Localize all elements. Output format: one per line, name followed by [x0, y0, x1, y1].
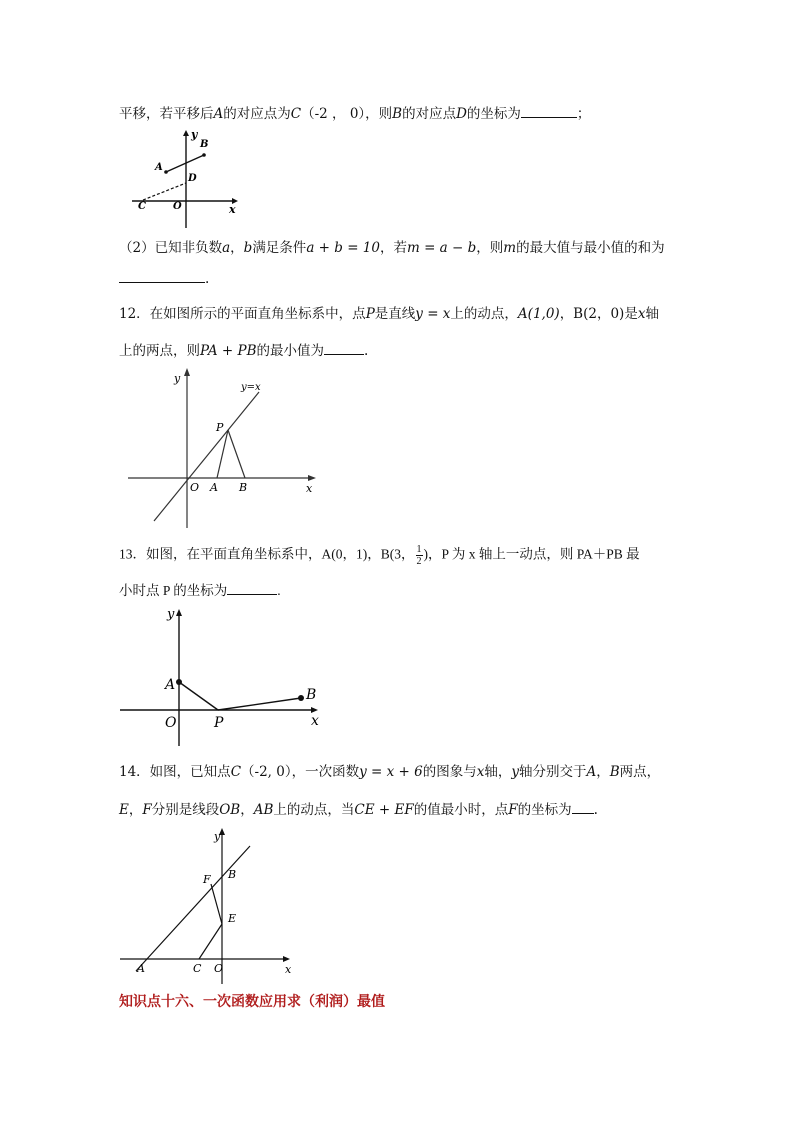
- label-p: P: [214, 715, 224, 731]
- text-segment: 平移，若平移后: [119, 106, 214, 122]
- answer-blank[interactable]: [572, 799, 594, 814]
- y-axis-arrow: [183, 130, 189, 136]
- label-c: C: [138, 201, 146, 212]
- text-segment: 轴，: [484, 764, 512, 780]
- text-segment: 轴分别交于: [519, 764, 587, 780]
- var-b: b: [243, 240, 253, 256]
- text-segment: 两点，: [619, 764, 661, 780]
- expression-ce-ef: CE + EF: [354, 802, 414, 818]
- function-expression: y = x + 6: [359, 764, 423, 780]
- coordinate-text: （-2 ， 0）: [301, 106, 366, 122]
- label-a: A: [210, 481, 218, 494]
- text-segment: 的坐标为: [517, 802, 572, 818]
- text-segment: .: [205, 271, 210, 287]
- question-13-line1: [119, 544, 640, 567]
- question-13-line2: [119, 580, 281, 601]
- text-segment: 的最小值为: [256, 343, 324, 359]
- point-a: [176, 679, 182, 685]
- coordinate-text: （-2, 0），一次函数: [241, 764, 360, 780]
- point-a: [164, 170, 168, 174]
- label-o: O: [214, 962, 224, 975]
- x-axis-label: x: [311, 713, 319, 729]
- segment-ef: [211, 884, 222, 924]
- text-segment: 的图象与: [422, 764, 477, 780]
- problem-11-part2-text: [119, 238, 665, 258]
- line-y-equals-x-plus-6: [136, 846, 250, 971]
- text-segment: ；: [576, 106, 591, 122]
- text-segment: .: [277, 583, 281, 598]
- text-segment: 13．如图，在平面直角坐标系中，A(0，1)，B(3，: [119, 546, 415, 562]
- text-segment: 上的动点，: [450, 306, 518, 322]
- segment-ab-label: AB: [253, 802, 274, 818]
- text-segment: ，: [240, 802, 254, 818]
- text-segment: 分别是线段: [151, 802, 220, 818]
- text-segment: ，: [128, 802, 143, 818]
- text-segment: 轴: [645, 306, 659, 322]
- problem-11-part2-answer-line: [119, 268, 209, 289]
- label-o: O: [165, 715, 177, 731]
- label-o: O: [190, 481, 200, 494]
- equation-m: m = a − b: [406, 240, 477, 256]
- var-a: a: [222, 240, 231, 256]
- x-axis-label: x: [306, 482, 313, 495]
- y-symbol: y: [511, 764, 519, 780]
- label-b: B: [200, 139, 209, 150]
- x-axis-label: x: [229, 203, 236, 216]
- point-b-label: B: [392, 106, 403, 122]
- fraction-one-half: [416, 544, 423, 567]
- segment-pb: [218, 698, 301, 710]
- text-segment: ，则: [476, 240, 504, 256]
- line-equation: y = x: [415, 306, 451, 322]
- y-axis-label: y: [191, 128, 198, 141]
- point-f-label: F: [508, 802, 518, 818]
- point-b: [298, 695, 304, 701]
- var-m: m: [503, 240, 517, 256]
- point-a-label: A: [586, 764, 597, 780]
- question-14-line1: [119, 762, 660, 782]
- x-axis-label: x: [285, 963, 292, 976]
- text-segment: 的坐标为: [466, 106, 521, 122]
- text-segment: 的最大值与最小值的和为: [516, 240, 665, 256]
- segment-ob-label: OB: [219, 802, 241, 818]
- answer-blank[interactable]: [119, 268, 205, 283]
- text-segment: 满足条件: [252, 240, 307, 256]
- text-segment: 的对应点为: [223, 106, 291, 122]
- point-d-label: D: [456, 106, 467, 122]
- label-a: A: [155, 162, 163, 173]
- text-segment: 是直线: [374, 306, 416, 322]
- text-segment: .: [364, 343, 369, 359]
- segment-cd-dashed: [143, 183, 186, 200]
- text-segment: ，则: [365, 106, 393, 122]
- point-b: [202, 153, 206, 157]
- point-p-label: P: [365, 306, 375, 322]
- x-axis-arrow: [283, 956, 290, 962]
- equation-a-plus-b: a + b = 10: [306, 240, 380, 256]
- x-symbol: x: [476, 764, 485, 780]
- question-14-line2: [119, 799, 598, 820]
- figure-q13: [118, 606, 328, 746]
- fraction-denominator: 2: [416, 556, 422, 567]
- label-b: B: [228, 868, 237, 881]
- y-axis-arrow: [176, 609, 182, 616]
- segment-pb: [228, 430, 245, 478]
- label-a: A: [165, 677, 176, 693]
- question-12-line2: [119, 340, 368, 361]
- y-axis-label: y: [167, 607, 175, 622]
- point-a-label: A: [213, 106, 224, 122]
- label-a: A: [137, 962, 145, 975]
- expression-pa-pb: PA + PB: [200, 343, 257, 359]
- point-a-coord: A(1,0): [517, 306, 560, 322]
- text-segment: ，若: [379, 240, 407, 256]
- label-p: P: [216, 421, 224, 434]
- label-b: B: [306, 687, 317, 703]
- question-12-line1: [119, 304, 659, 324]
- label-e: E: [228, 912, 237, 925]
- text-segment: 14．如图，已知点: [119, 764, 231, 780]
- point-b-label: B: [609, 764, 620, 780]
- x-symbol: x: [637, 306, 646, 322]
- x-axis-arrow: [308, 475, 316, 481]
- text-segment: ，B(2，0)是: [559, 306, 638, 322]
- segment-ce: [199, 924, 222, 959]
- segment-ab: [166, 155, 204, 172]
- point-c-label: C: [230, 764, 242, 780]
- y-axis-arrow: [184, 368, 190, 376]
- text-segment: 12．在如图所示的平面直角坐标系中，点: [119, 306, 366, 322]
- y-axis-label: y: [174, 372, 181, 385]
- point-f-label: F: [142, 802, 152, 818]
- label-f: F: [203, 873, 211, 886]
- y-axis-label: y: [214, 830, 221, 843]
- answer-blank[interactable]: [521, 103, 577, 118]
- line-y-equals-x: [154, 392, 259, 521]
- label-c: C: [193, 962, 202, 975]
- text-segment: .: [593, 802, 598, 818]
- answer-blank[interactable]: [324, 340, 364, 355]
- line-label: y=x: [241, 382, 261, 393]
- text-segment: 的对应点: [402, 106, 457, 122]
- figure-q14: [118, 826, 308, 986]
- text-segment: )，P 为 x 轴上一动点，则 PA＋PB 最: [423, 546, 640, 562]
- text-segment: 的值最小时，点: [413, 802, 509, 818]
- text-segment: （2）已知非负数: [119, 240, 223, 256]
- text-segment: 上的两点，则: [119, 343, 200, 359]
- point-c-label: C: [290, 106, 302, 122]
- fraction-numerator: 1: [416, 544, 422, 555]
- text-segment: 上的动点，当: [273, 802, 355, 818]
- label-o: O: [173, 201, 182, 212]
- figure-q12: [126, 368, 326, 530]
- problem-11-part1-text: [119, 103, 590, 124]
- label-b: B: [239, 481, 248, 494]
- text-segment: ，: [230, 240, 244, 256]
- text-segment: ，: [596, 764, 610, 780]
- section-heading: 知识点十六、一次函数应用求（利润）最值: [119, 994, 385, 1010]
- text-segment: 小时点 P 的坐标为: [119, 583, 228, 598]
- point-e-label: E: [119, 802, 129, 818]
- segment-ap: [179, 682, 218, 710]
- label-d: D: [188, 173, 197, 184]
- figure-translation: [128, 128, 258, 228]
- answer-blank[interactable]: [227, 580, 277, 595]
